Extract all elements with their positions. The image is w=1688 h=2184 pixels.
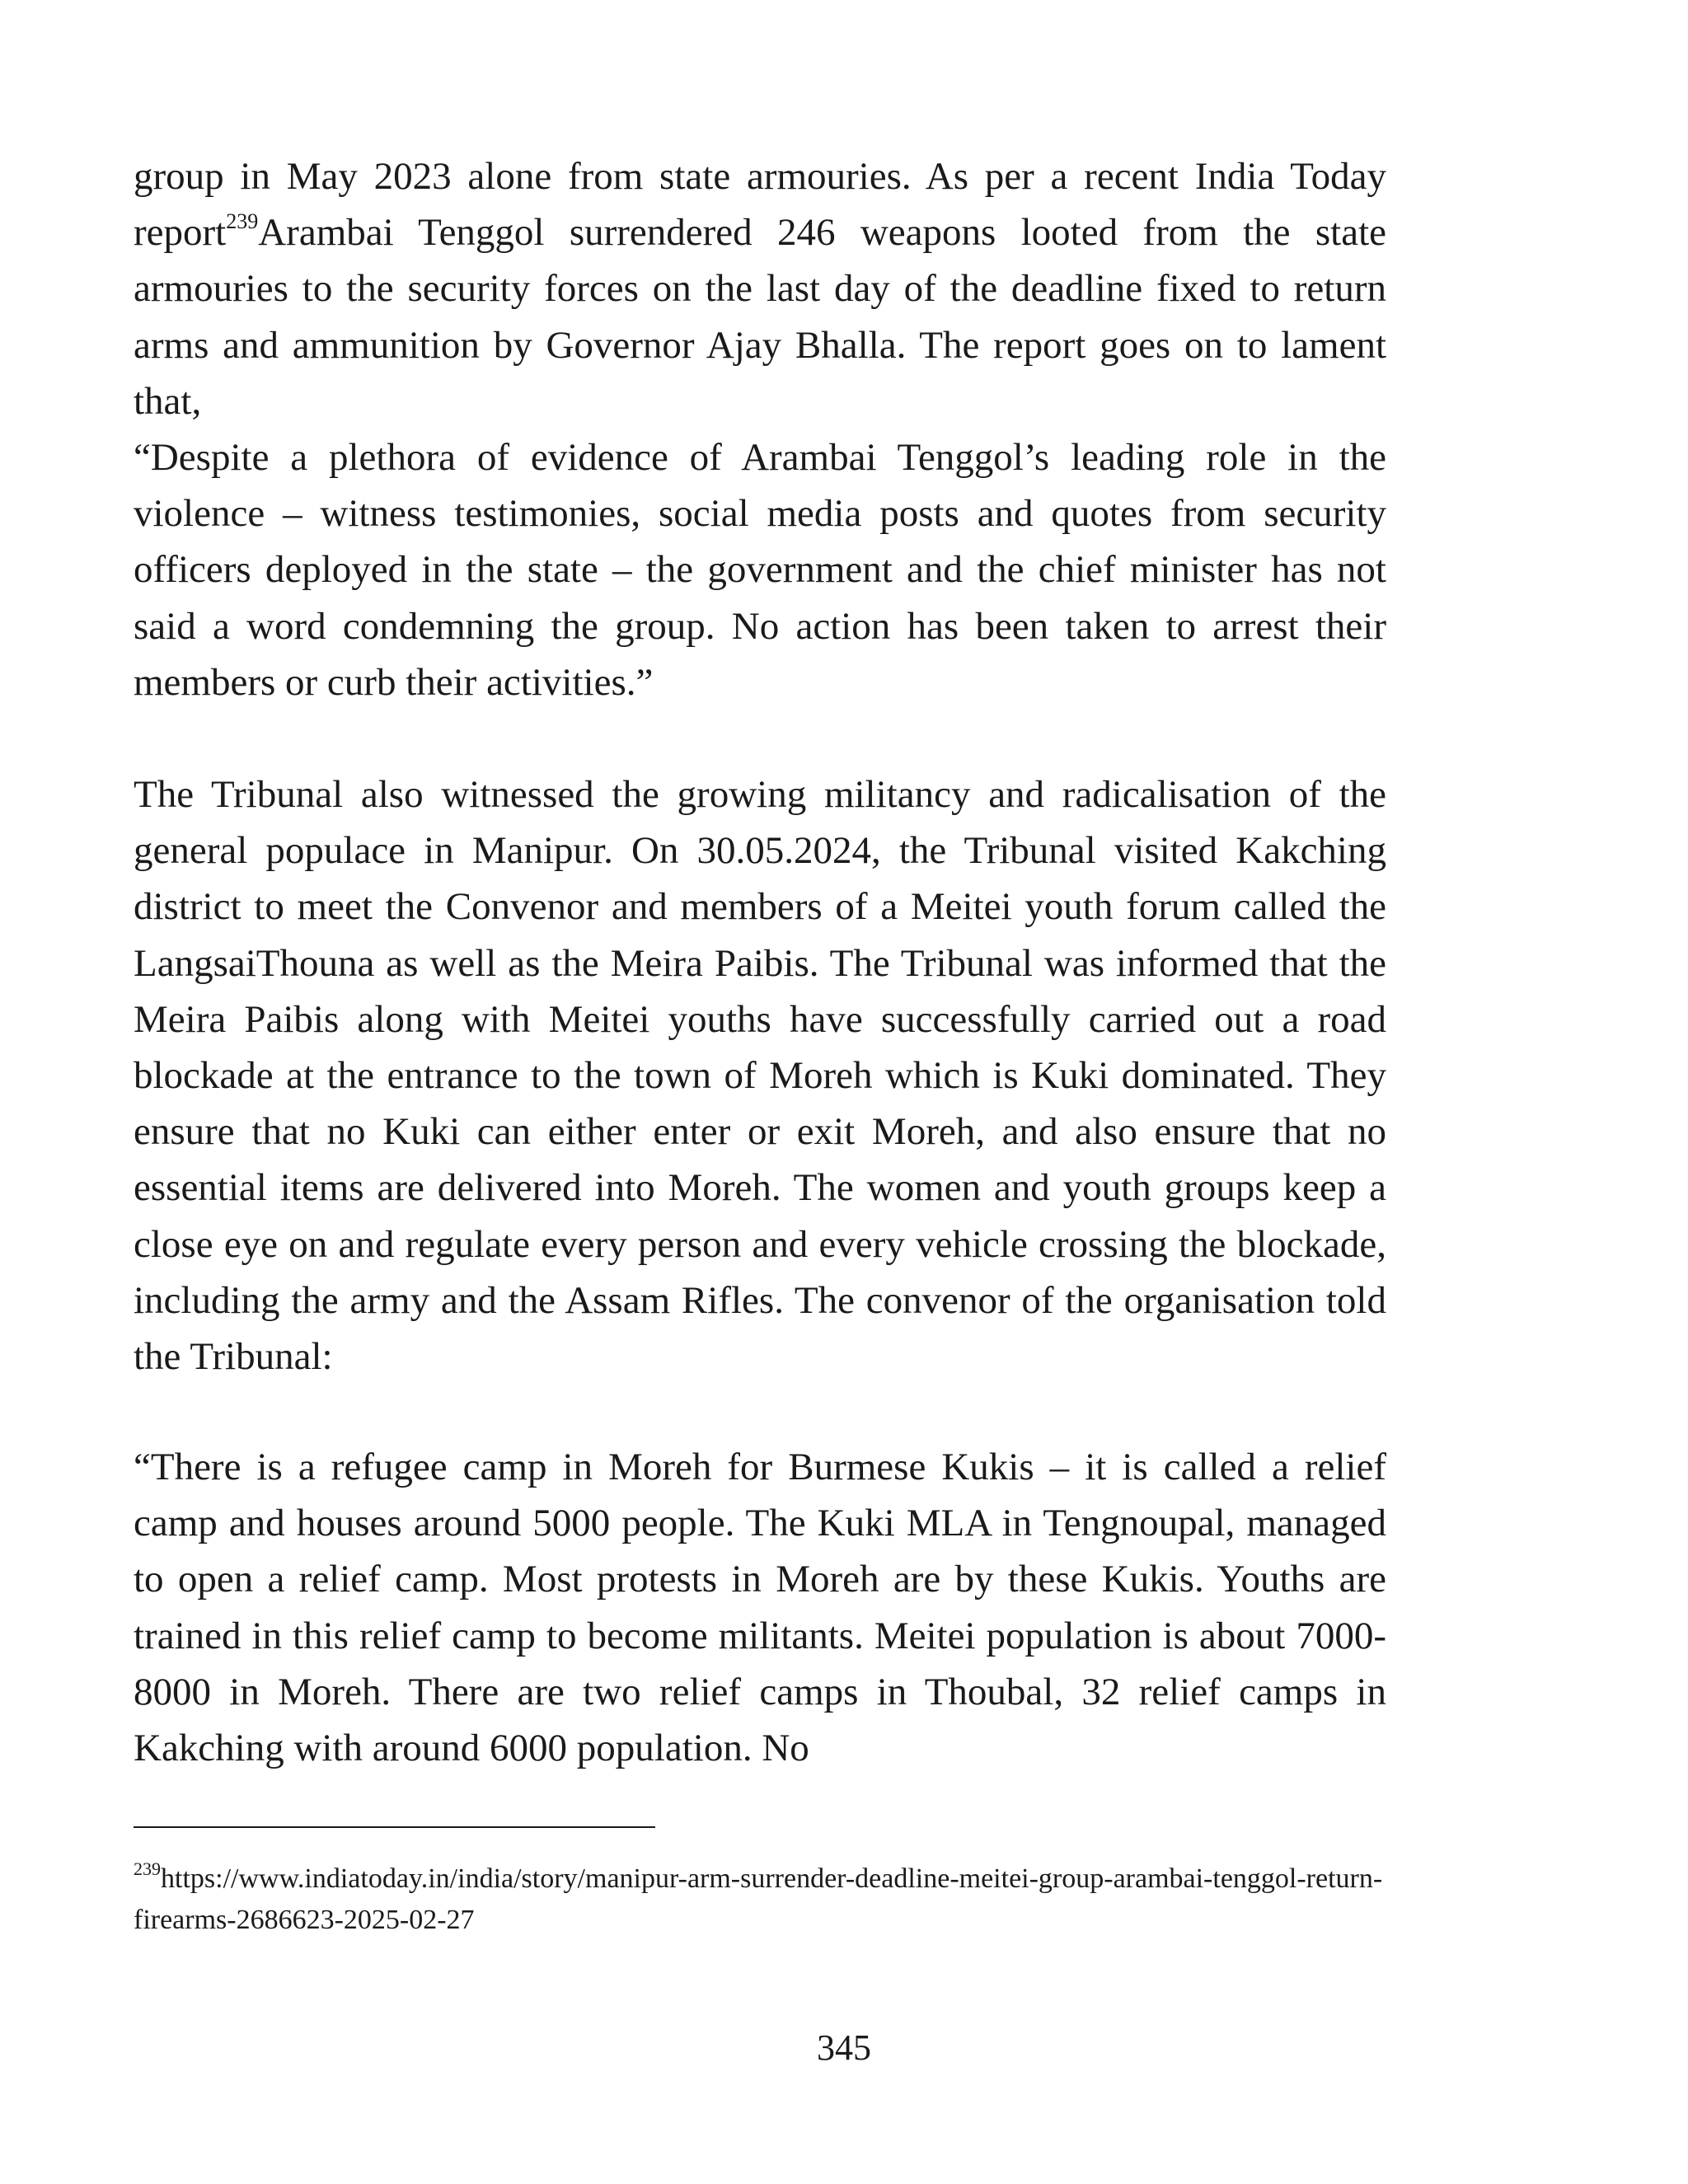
footnote-link[interactable]: https://www.indiatoday.in/india/story/manipur-arm-surrender-deadline-meitei-group-arambai-tenggol-return-firearms-2686623-2025-02-27: [134, 1863, 1383, 1935]
page-number: 345: [817, 2027, 871, 2068]
paragraph-text: Arambai Tenggol surrendered 246 weapons looted from the state armouries to the security forces on the last day of the deadline fixed to return arms and ammunition by Governor Ajay Bhalla. The report goes on to lament that,: [134, 211, 1386, 423]
footnote-number: 239: [134, 1858, 161, 1879]
body-paragraph: [134, 148, 1386, 429]
block-quote: “There is a refugee camp in Moreh for Burmese Kukis – it is called a relief camp and houses around 5000 people. The Kuki MLA in Tengnoupal, managed to open a relief camp. Most protests in Moreh are by these Kukis. Youths are trained in this relief camp to become militants. Meitei population is about 7000-8000 in Moreh. There are two relief camps in Thoubal, 32 relief camps in Kakching with around 6000 population. No: [134, 1446, 1386, 1770]
footnote: [134, 1858, 1386, 1941]
footnote-divider: [134, 1826, 655, 1828]
block-quote: “Despite a plethora of evidence of Arambai Tenggol’s leading role in the violence – witness testimonies, social media posts and quotes from security officers deployed in the state – the government and the chief minister has not said a word condemning the group. No action has been taken to arrest their members or curb their activities.”: [134, 436, 1386, 704]
paragraph-text: group in May 2023 alone from state armouries. As per a recent India Today report: [134, 155, 1386, 255]
footnote-reference[interactable]: 239: [226, 209, 259, 233]
body-paragraph: The Tribunal also witnessed the growing militancy and radicalisation of the general populace in Manipur. On 30.05.2024, the Tribunal visited Kakching district to meet the Convenor and members of a Meitei youth forum called the LangsaiThouna as well as the Meira Paibis. The Tribunal was informed that the Meira Paibis along with Meitei youths have successfully carried out a road blockade at the entrance to the town of Moreh which is Kuki dominated. They ensure that no Kuki can either enter or exit Moreh, and also ensure that no essential items are delivered into Moreh. The women and youth groups keep a close eye on and regulate every person and every vehicle crossing the blockade, including the army and the Assam Rifles. The convenor of the organisation told the Tribunal:: [134, 773, 1386, 1379]
